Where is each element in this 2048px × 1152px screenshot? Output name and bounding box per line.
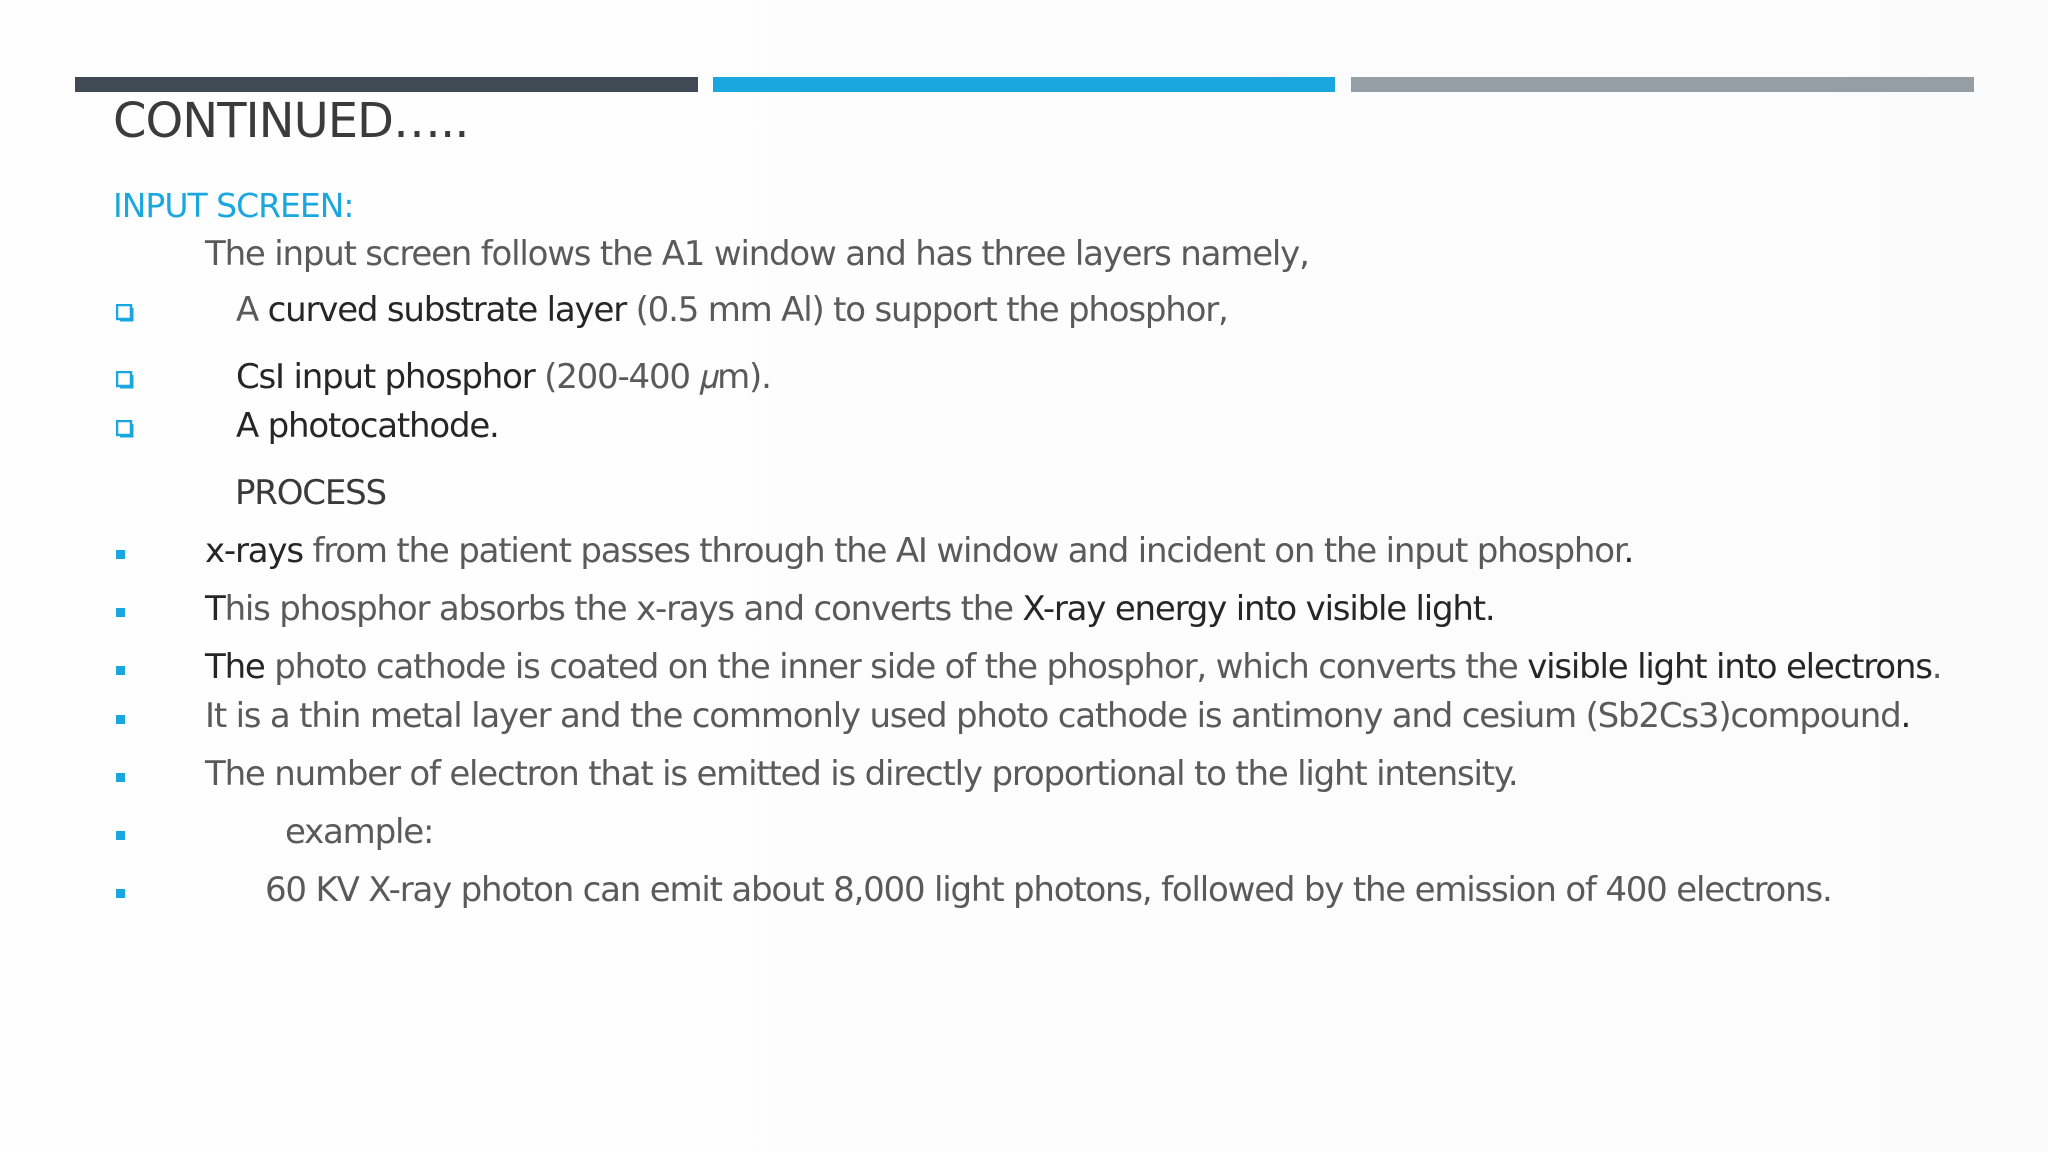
process-item-tail: . [1900, 696, 1911, 736]
checkbox-bullet-icon [116, 304, 134, 322]
section-heading: INPUT SCREEN: [113, 186, 354, 225]
process-item-tail: visible light into electrons [1527, 647, 1932, 687]
layer-item-term: A photocathode. [236, 406, 499, 446]
intro-text: The input screen follows the A1 window and has three layers namely, [205, 234, 1309, 274]
process-item-text: photo cathode is coated on the inner side of the phosphor, which converts the [264, 647, 1528, 687]
square-bullet-icon [116, 773, 125, 782]
process-item-text: from the patient passes through the AI window and incident on the input phosphor [302, 531, 1624, 571]
layer-item-prefix: A [236, 290, 268, 330]
process-item [205, 754, 1518, 794]
slide-title: CONTINUED….. [113, 93, 469, 149]
layer-item-detail: (0.5 mm Al) to support the phosphor, [625, 290, 1228, 330]
square-bullet-icon [116, 608, 125, 617]
layer-item [236, 357, 771, 397]
square-bullet-icon [116, 831, 125, 840]
layer-item-term: curved substrate layer [267, 290, 626, 330]
layer-item-detail: (200-400 𝜇m). [534, 357, 771, 397]
accent-bar-dark [75, 77, 698, 92]
square-bullet-icon [116, 715, 125, 724]
process-item [205, 696, 1910, 736]
square-bullet-icon [116, 666, 125, 675]
process-item-tail: X-ray energy into visible light. [1022, 589, 1495, 629]
process-item-term: x-rays [205, 531, 303, 571]
layer-item [236, 406, 499, 446]
process-heading: PROCESS [235, 473, 386, 513]
accent-bar-gray [1351, 77, 1974, 92]
process-item-end: . [1931, 647, 1942, 687]
process-item-term: T [205, 589, 225, 629]
process-item [205, 647, 1941, 687]
process-item [205, 531, 1633, 571]
process-item-text: The number of electron that is emitted is directly proportional to the light intensity. [205, 754, 1518, 794]
layer-item-term: CsI input phosphor [236, 357, 535, 397]
square-bullet-icon [116, 889, 125, 898]
process-item-text: example: [285, 812, 434, 852]
square-bullet-icon [116, 550, 125, 559]
process-item-text: It is a thin metal layer and the commonly used photo cathode is antimony and cesium (Sb2Cs3)compound [205, 696, 1901, 736]
process-item-text: his phosphor absorbs the x-rays and converts the [224, 589, 1023, 629]
process-item-tail: . [1623, 531, 1634, 571]
process-item-text: 60 KV X-ray photon can emit about 8,000 light photons, followed by the emission of 400 electrons. [265, 870, 1832, 910]
process-item [265, 870, 1832, 910]
process-item [285, 812, 433, 852]
checkbox-bullet-icon [116, 420, 134, 438]
process-item-term: The [205, 647, 265, 687]
layer-item [236, 290, 1228, 330]
process-item [205, 589, 1495, 629]
accent-bar-blue [713, 77, 1335, 92]
checkbox-bullet-icon [116, 371, 134, 389]
